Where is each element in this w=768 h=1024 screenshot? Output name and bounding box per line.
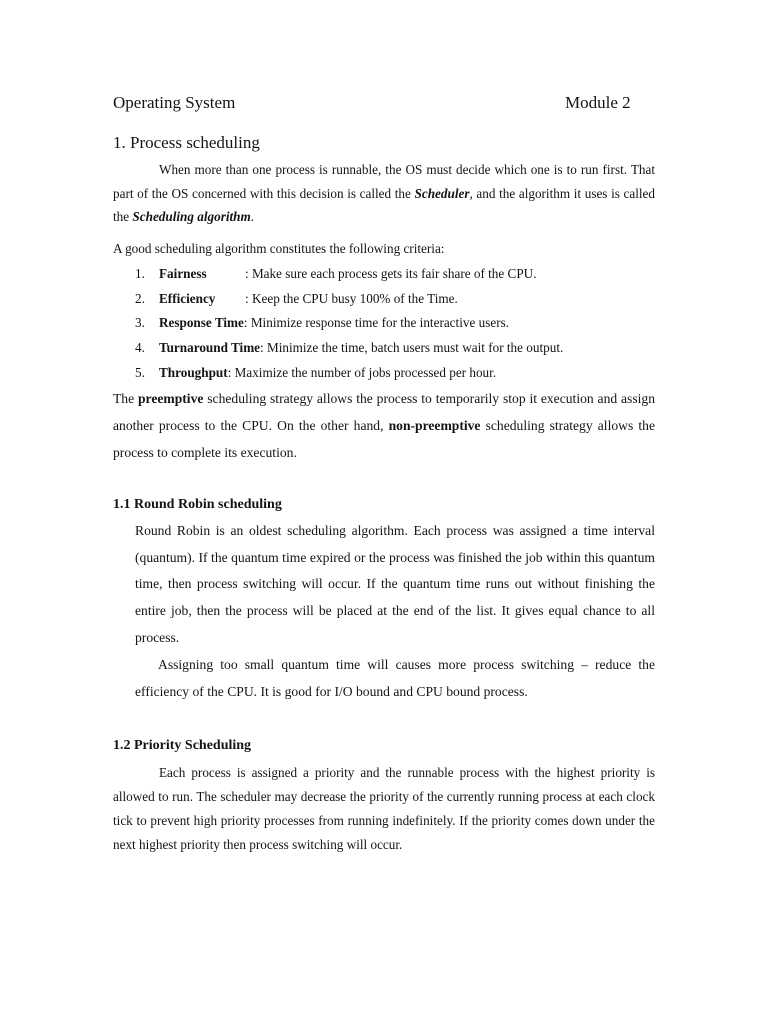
intro-text-1: When more than one process is runnable, the OS must decide which one is to run first. That part of the OS concerned with this decision is called the <box>113 162 655 201</box>
criteria-number: 2. <box>135 290 145 306</box>
criteria-desc: : Make sure each process gets its fair share of the CPU. <box>245 266 537 281</box>
criteria-desc: : Minimize response time for the interactive users. <box>243 315 510 331</box>
criteria-list <box>135 262 635 386</box>
criteria-term: Fairness <box>159 266 207 281</box>
criteria-desc: : Minimize the time, batch users must wait for the output. <box>260 340 564 356</box>
scheduler-term: Scheduler <box>414 185 470 201</box>
criteria-desc: : Maximize the number of jobs processed per hour. <box>227 364 497 380</box>
section-title: 1. Process scheduling <box>113 133 260 152</box>
preemptive-text-3: scheduling strategy allows the process to complete its execution. <box>113 418 655 460</box>
preemptive-text-1: The <box>113 391 138 406</box>
criteria-number: 3. <box>135 315 145 331</box>
criteria-item <box>135 336 635 361</box>
criteria-term: Throughput <box>159 364 228 380</box>
criteria-number: 1. <box>135 266 145 281</box>
criteria-number: 4. <box>135 340 145 356</box>
priority-heading: 1.2 Priority Scheduling <box>113 738 252 753</box>
round-robin-heading: 1.1 Round Robin scheduling <box>113 497 282 512</box>
criteria-term: Turnaround Time <box>159 340 261 356</box>
criteria-item <box>135 287 635 312</box>
preemptive-paragraph <box>113 385 655 466</box>
preemptive-term: preemptive <box>137 391 204 406</box>
round-robin-paragraph-1: Round Robin is an oldest scheduling algorithm. Each process was assigned a time interval (quantum). If the quantum time expired or the process was finished the job within this quantum time, then process switching will occur. If the quantum time runs out without finishing the entire job, then the process will be placed at the end of the list. It gives equal chance to all process. <box>135 523 655 645</box>
intro-text-2: , and the algorithm it uses is called the <box>113 185 655 224</box>
criteria-desc: : Keep the CPU busy 100% of the Time. <box>245 290 458 306</box>
intro-paragraph <box>113 158 655 229</box>
criteria-term: Response Time <box>159 315 244 331</box>
priority-paragraph: Each process is assigned a priority and the runnable process with the highest priority is allowed to run. The scheduler may decrease the priority of the currently running process at each clock tick to prevent high priority processes from running indefinitely. If the priority comes down under the next highest priority then process switching will occur. <box>113 765 655 852</box>
preemptive-text-2: scheduling strategy allows the process to temporarily stop it execution and assign another process to the CPU. On the other hand, <box>113 391 655 433</box>
header-course: Operating System <box>113 93 236 112</box>
non-preemptive-term: non-preemptive <box>388 418 481 433</box>
criteria-number: 5. <box>135 364 145 380</box>
criteria-intro: A good scheduling algorithm constitutes the following criteria: <box>113 241 445 256</box>
scheduling-algorithm-term: Scheduling algorithm <box>132 209 251 224</box>
criteria-item <box>135 311 635 336</box>
criteria-item <box>135 262 635 287</box>
round-robin-paragraph-2: Assigning too small quantum time will causes more process switching – reduce the efficiency of the CPU. It is good for I/O bound and CPU bound process. <box>135 657 655 699</box>
criteria-item <box>135 361 635 386</box>
criteria-term: Efficiency <box>159 290 216 306</box>
header-module: Module 2 <box>565 93 631 112</box>
intro-text-3: . <box>250 209 255 224</box>
